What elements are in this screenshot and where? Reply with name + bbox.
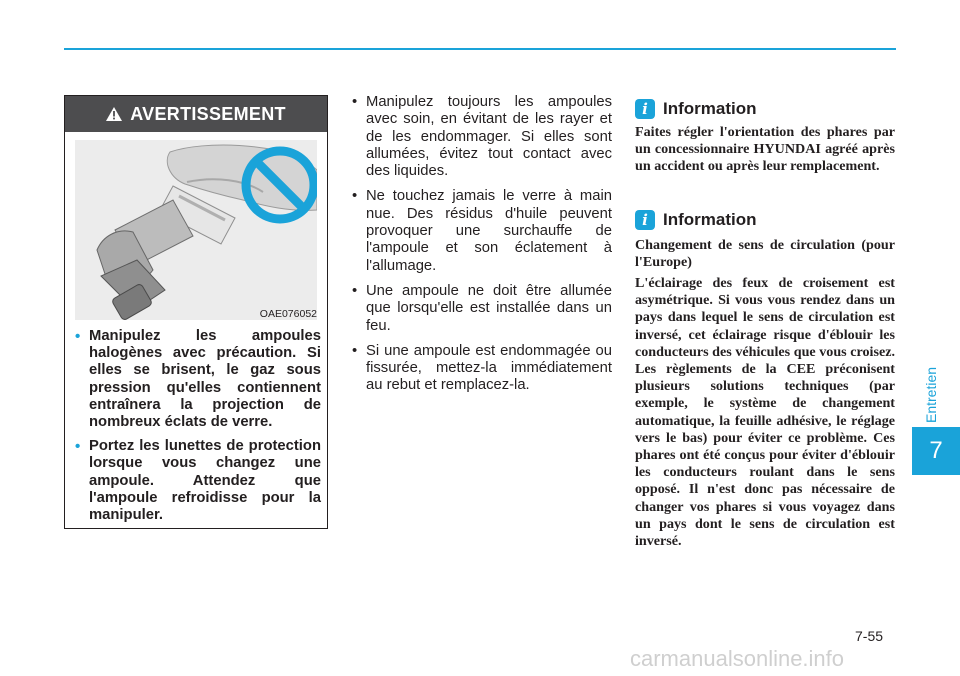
warning-triangle-icon xyxy=(106,107,122,121)
info-text-2: L'éclairage des feux de croisement est asymétrique. Si vous vous rendez dans un pays dans lequel le sens de circulation est inversé, cet éclairage risque d'éblouir les conducteurs des véhicules que vous croisez. Les règlements de la CEE préconisent plusieurs solutions techniques (par exemple, le système de changement automatique, la feuille adhésive, le réglage vers le bas) pour éviter ce problème. Ces phares ont été conçus pour éviter d'éblouir les conducteurs roulant dans le sens opposé. Il n'est donc pas nécessaire de changer vos phares si vous voyagez dans un pays dont le sens de circulation est inversé. xyxy=(635,275,895,550)
list-item: • Manipulez toujours les ampoules avec soin, en évitant de les rayer et de les endommager. Si elles sont allumées, évitez tout contact avec des liquides. xyxy=(352,94,612,180)
precautions-list xyxy=(352,94,612,403)
info-heading-2 xyxy=(635,209,757,231)
bullet-icon: • xyxy=(352,188,358,205)
info-icon: i xyxy=(635,99,655,119)
bullet-icon: • xyxy=(75,438,81,456)
list-item: • Si une ampoule est endommagée ou fissurée, mettez-la immédiatement au rebut et remplacez-la. xyxy=(352,342,612,394)
info-subtitle-2: Changement de sens de circulation (pour l'Europe) xyxy=(635,237,895,271)
warning-title: AVERTISSEMENT xyxy=(130,103,286,124)
top-rule xyxy=(64,48,896,50)
bullet-icon: • xyxy=(75,328,81,345)
watermark: carmanualsonline.info xyxy=(630,646,845,671)
page-number: 7-55 xyxy=(855,628,884,644)
info-icon: i xyxy=(635,210,655,230)
list-item: • Une ampoule ne doit être allumée que lorsqu'elle est installée dans un feu. xyxy=(352,282,612,334)
bullet-icon: • xyxy=(352,282,358,299)
image-code: OAE076052 xyxy=(259,308,317,320)
info-title: Information xyxy=(663,210,757,229)
info-title: Information xyxy=(663,99,757,118)
warning-header xyxy=(65,96,327,132)
warning-list xyxy=(73,328,321,531)
info-heading-1 xyxy=(635,98,757,120)
info-text-1: Faites régler l'orientation des phares par un concessionnaire HYUNDAI agréé après un accident ou après leur remplacement. xyxy=(635,124,895,175)
list-item: • Ne touchez jamais le verre à main nue. Des résidus d'huile peuvent provoquer une surchauffe de l'ampoule et son éclatement à l'allumage. xyxy=(352,188,612,274)
bullet-icon: • xyxy=(352,94,358,110)
list-item: • Manipulez les ampoules halogènes avec précaution. Si elles se brisent, le gaz sous pression qu'elles contiennent entraînera la projection de nombreux éclats de verre. xyxy=(75,328,321,431)
bulb-handling-illustration xyxy=(75,140,317,320)
list-item: • Portez les lunettes de protection lorsque vous changez une ampoule. Attendez que l'ampoule refroidisse pour la manipuler. xyxy=(75,438,321,524)
chapter-tab: 7 xyxy=(912,427,960,475)
section-label: Entretien xyxy=(923,366,940,424)
bullet-icon: • xyxy=(352,342,358,359)
warning-box xyxy=(64,95,328,529)
